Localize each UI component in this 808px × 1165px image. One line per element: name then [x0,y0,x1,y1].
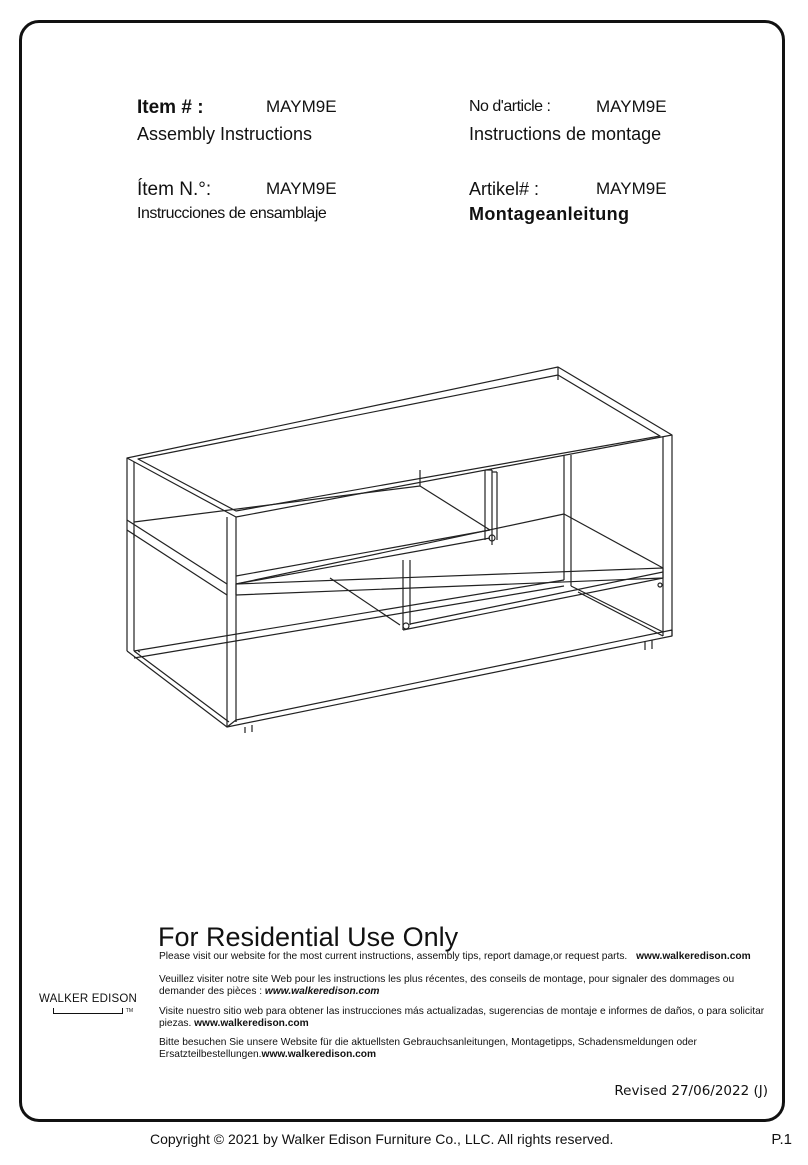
item-number-value-es: MAYM9E [266,179,337,198]
assembly-instructions-title-en: Assembly Instructions [137,124,313,144]
copyright-notice: Copyright © 2021 by Walker Edison Furniture Co., LLC. All rights reserved. [150,1131,614,1147]
info-es [159,1006,767,1030]
info-de-text: Bitte besuchen Sie unsere Website für die aktuellsten Gebrauchsanleitungen, Montagetipps, Schadensmeldungen oder Ersatzteilbestellungen. [159,1037,697,1060]
item-number-label-en: Item # : [137,97,204,118]
residential-use-heading: For Residential Use Only [158,922,459,952]
item-number-value-fr: MAYM9E [596,97,667,116]
walker-edison-logo [37,993,139,1015]
assembly-instructions-title-de: Montageanleitung [469,204,630,224]
info-fr-text: Veuillez visiter notre site Web pour les instructions les plus récentes, des conseils de montage, pour signaler des dommages ou demander des pièces : [159,974,735,997]
info-de-url[interactable]: www.walkeredison.com [261,1049,377,1060]
assembly-instructions-title-fr: Instructions de montage [469,124,662,144]
item-number-label-de: Artikel# : [469,179,540,199]
info-en [159,951,767,963]
info-es-text: Visite nuestro sitio web para obtener las instrucciones más actualizadas, sugerencias de montaje e informes de daños, o para solicitar piezas. [159,1006,765,1029]
item-number-label-es: Ítem N.°: [137,179,212,200]
info-es-url[interactable]: www.walkeredison.com [194,1018,309,1029]
info-de [159,1037,767,1061]
info-fr-url[interactable]: www.walkeredison.com [264,986,380,997]
info-en-text: Please visit our website for the most current instructions, assembly tips, report damage,or request parts. [159,951,628,962]
item-number-value-en: MAYM9E [266,97,337,116]
logo-tm: TM [125,1008,133,1014]
item-number-value-de: MAYM9E [596,179,667,198]
item-number-label-fr: No d'article : [469,98,551,115]
revision-date: Revised 27/06/2022 (J) [614,1083,768,1099]
page-number: P.1 [771,1131,792,1148]
info-en-url[interactable]: www.walkeredison.com [636,951,751,962]
info-fr [159,974,767,998]
logo-underline [53,1008,123,1014]
logo-text: WALKER EDISON [38,993,138,1005]
assembly-instructions-title-es: Instrucciones de ensamblaje [137,205,327,222]
